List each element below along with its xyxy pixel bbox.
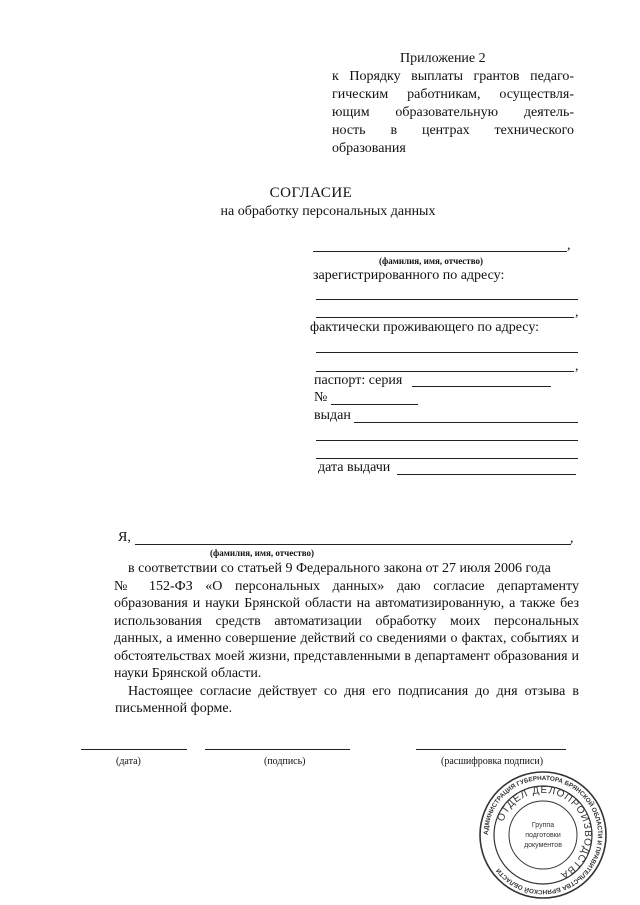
document-subtitle: на обработку персональных данных	[220, 204, 436, 219]
consent-text	[115, 560, 579, 718]
issued-by-line[interactable]	[316, 440, 578, 441]
date-line[interactable]	[81, 749, 187, 750]
appendix-line: ющим образовательную деятель-	[332, 105, 574, 120]
issue-date-label: дата выдачи	[318, 460, 391, 475]
issue-date-line[interactable]	[397, 474, 576, 475]
appendix-header: Приложение 2	[400, 51, 486, 66]
appendix-line: образования	[332, 141, 406, 156]
signature-decoding-line[interactable]	[416, 749, 566, 750]
passport-number-label: №	[314, 390, 328, 405]
appendix-line: ность в центрах технического	[332, 123, 574, 138]
issued-label: выдан	[314, 408, 351, 423]
comma: ,	[575, 359, 579, 374]
official-stamp	[478, 770, 608, 900]
signature-caption: (подпись)	[264, 756, 306, 767]
passport-series-line[interactable]	[412, 386, 551, 387]
comma: ,	[567, 238, 571, 253]
validity-paragraph: Настоящее согласие действует со дня его подписания до дня отзыва в письменной форме.	[115, 683, 579, 716]
signature-decoding-caption: (расшифровка подписи)	[441, 756, 544, 767]
fio-hint: (фамилия, имя, отчество)	[379, 256, 484, 266]
date-caption: (дата)	[116, 756, 141, 767]
comma: ,	[570, 531, 574, 546]
residing-label: фактически проживающего по адресу:	[310, 320, 540, 335]
consent-paragraph-first-line: в соответствии со статьей 9 Федерального закона от 27 июля 2006 года	[128, 561, 551, 576]
residing-address-line[interactable]	[316, 371, 574, 372]
fio-line[interactable]	[313, 251, 567, 252]
issued-by-line[interactable]	[316, 458, 578, 459]
comma: ,	[575, 305, 579, 320]
passport-series-label: паспорт: серия	[314, 373, 403, 388]
stamp-center-line: подготовки	[525, 832, 561, 839]
consent-i-label: Я,	[118, 530, 131, 545]
passport-number-line[interactable]	[331, 404, 418, 405]
stamp-dept-text: ОТДЕЛ ДЕЛОПРОИЗВОДСТВА	[495, 784, 594, 881]
appendix-line: гическим работникам, осуществля-	[332, 87, 574, 102]
issued-by-line[interactable]	[354, 422, 578, 423]
stamp-center-line: Группа	[531, 822, 555, 829]
consent-fio-hint: (фамилия, имя, отчество)	[210, 548, 315, 558]
appendix-line: к Порядку выплаты грантов педаго-	[332, 69, 574, 84]
registered-address-line[interactable]	[316, 317, 574, 318]
stamp-center-line: документов	[524, 842, 562, 849]
signature-line[interactable]	[205, 749, 350, 750]
registered-label: зарегистрированного по адресу:	[313, 268, 505, 283]
registered-address-line[interactable]	[316, 299, 578, 300]
residing-address-line[interactable]	[316, 352, 578, 353]
consent-paragraph: № 152-ФЗ «О персональных данных» даю согласие департаменту образования и науки Брянской области на автоматизированную, а также без использования средств автоматизации обработку моих персональных данных, а именно совершение действий со сведениями о фактах, событиях и обстоятельствах моей жизни, представленными в департамент образования и науки Брянской области.	[114, 578, 579, 681]
appendix-block	[332, 50, 574, 158]
document-title: СОГЛАСИЕ	[269, 185, 353, 201]
stamp-outer-text: АДМИНИСТРАЦИЯ ГУБЕРНАТОРА БРЯНСКОЙ ОБЛАСТИ И ПРАВИТЕЛЬСТВА БРЯНСКОЙ ОБЛАСТИ	[482, 774, 604, 896]
consent-fio-line[interactable]	[135, 544, 571, 545]
